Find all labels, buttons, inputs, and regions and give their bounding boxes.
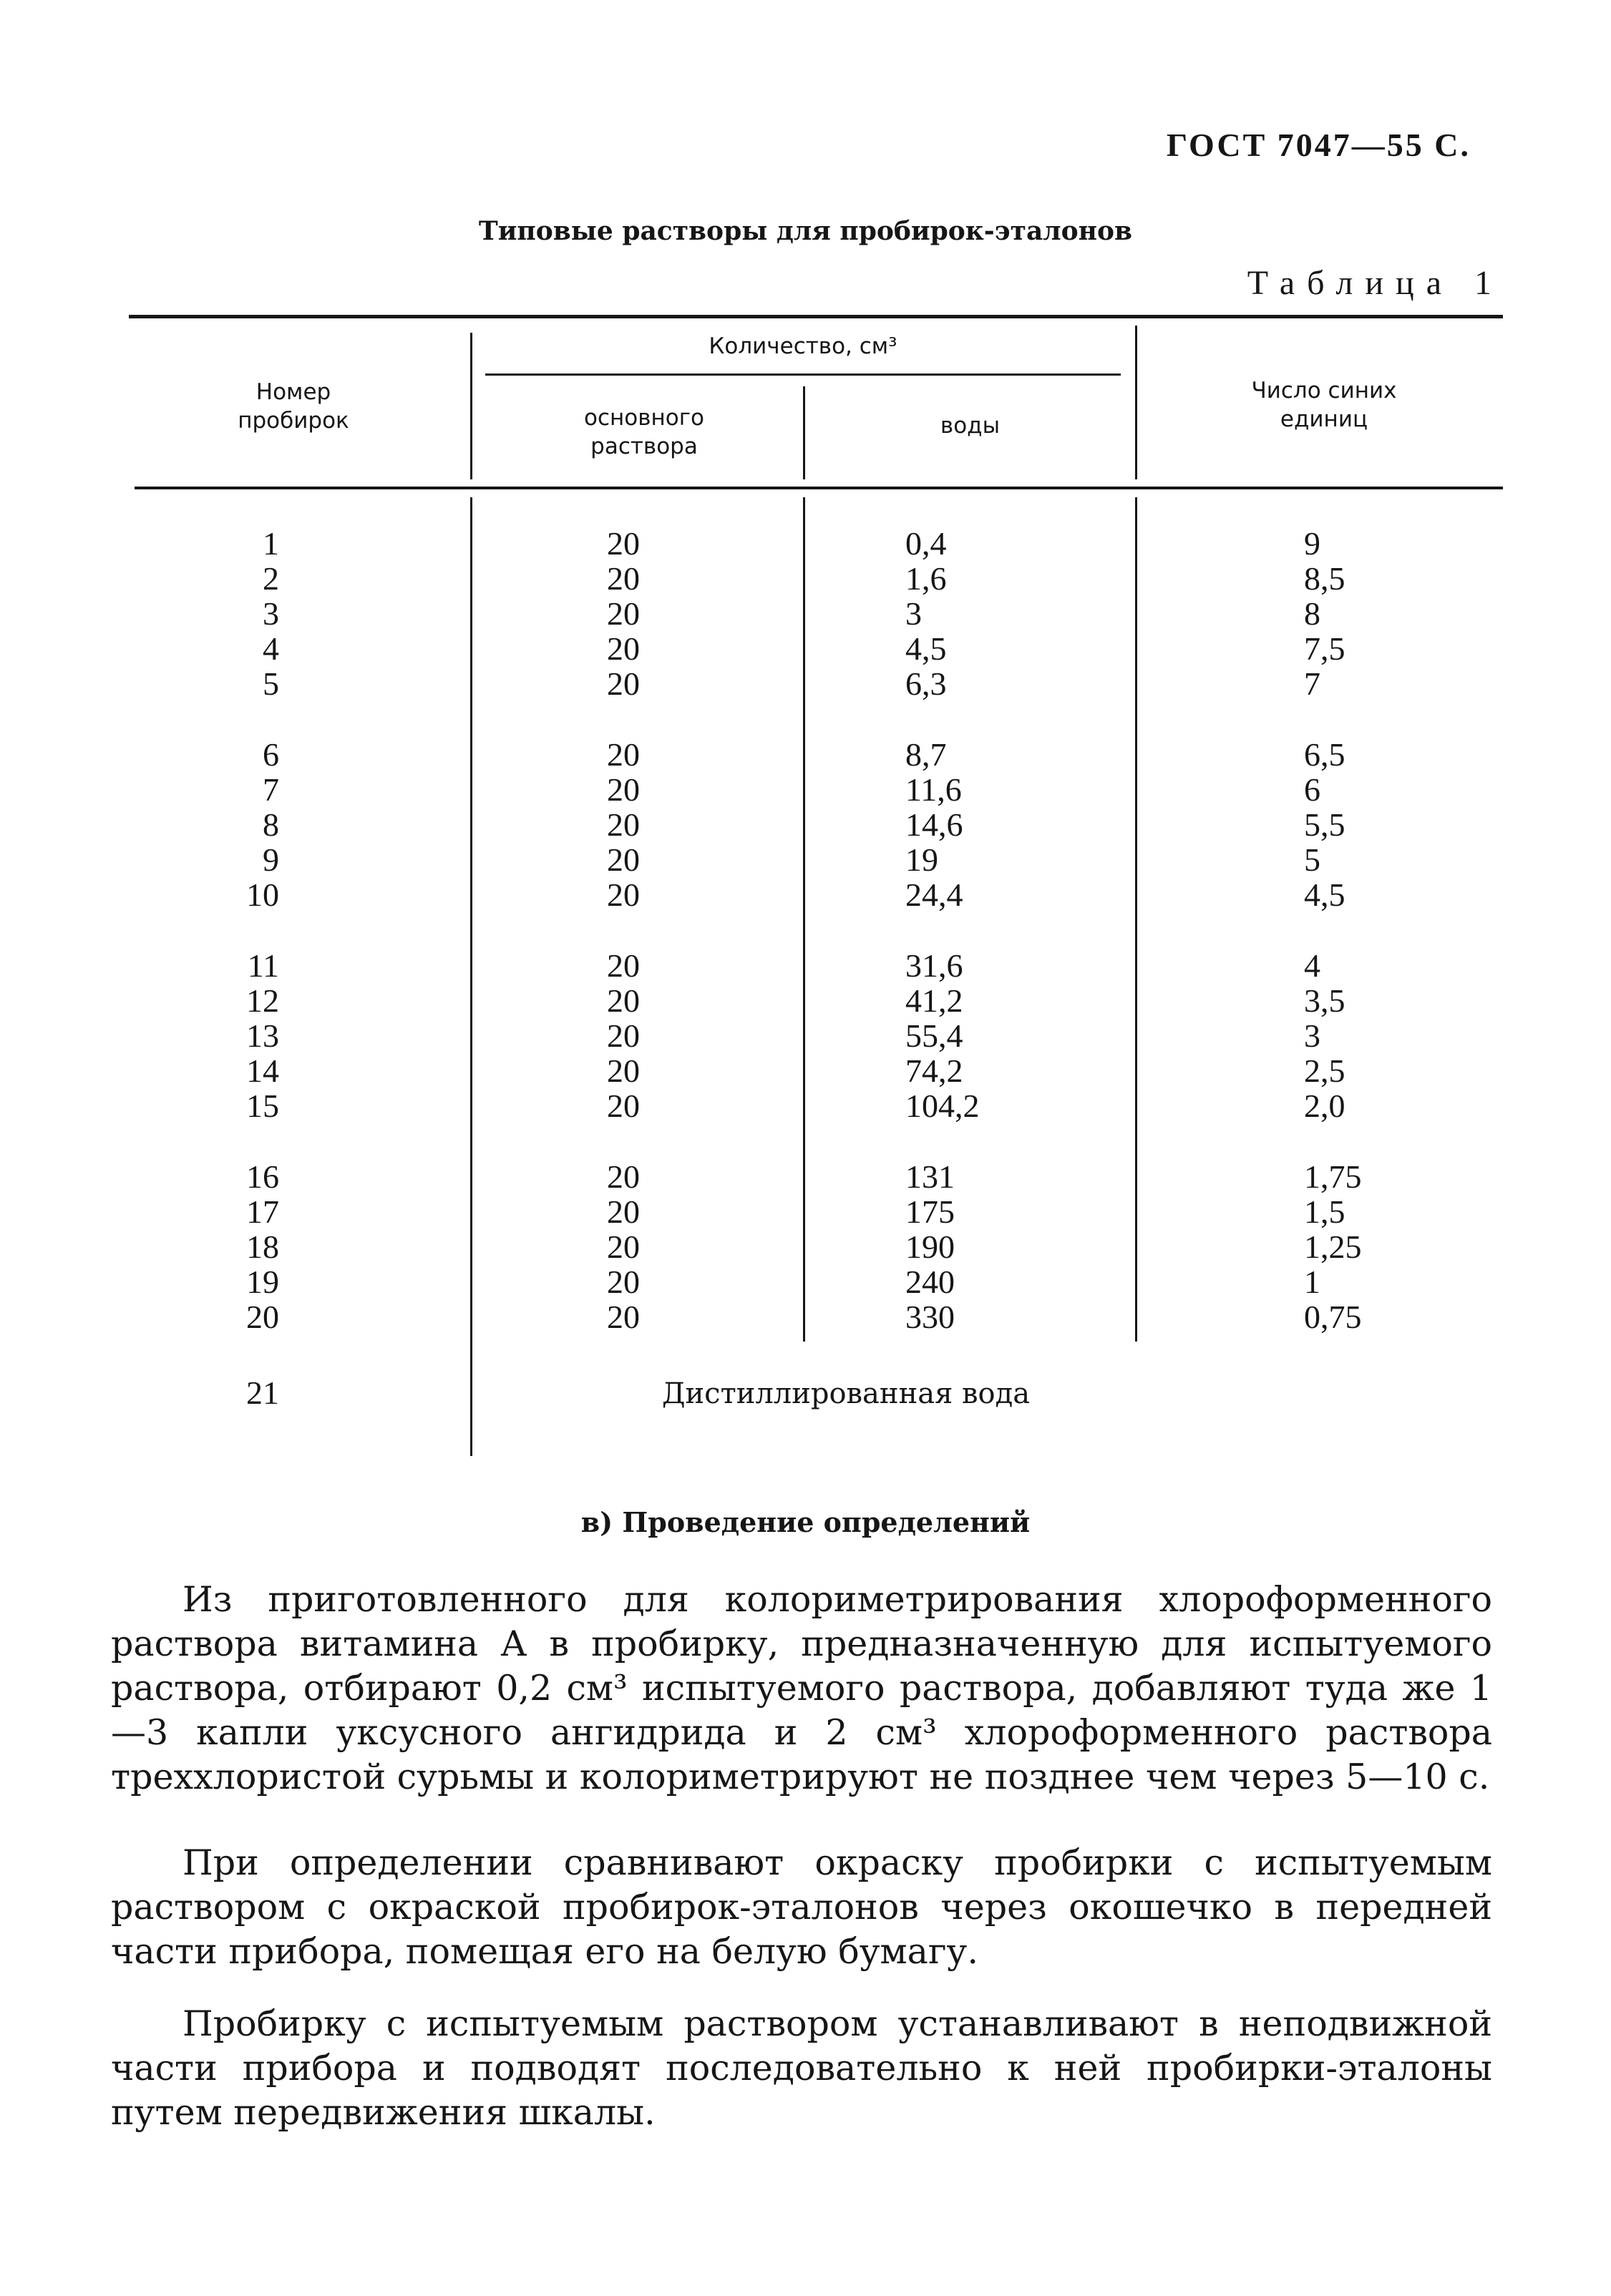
header-tube-number-line-2: пробирок <box>238 408 349 434</box>
table-cell-units: 2,0 <box>1304 1088 1345 1124</box>
header-tube-number <box>179 378 408 435</box>
table-cell-n: 1 <box>263 525 279 562</box>
table-cell-units: 0,75 <box>1304 1299 1362 1335</box>
table-cell-units: 5,5 <box>1304 806 1345 843</box>
table-cell-units: 1,5 <box>1304 1193 1345 1230</box>
table-cell-water: 31,6 <box>905 947 963 984</box>
column-line-1 <box>470 333 472 479</box>
table-cell-water: 24,4 <box>905 876 963 913</box>
table-cell-units: 7 <box>1304 665 1320 702</box>
table-cell-water: 41,2 <box>905 982 963 1019</box>
table-cell-n: 3 <box>263 595 279 632</box>
table-cell-units: 6,5 <box>1304 736 1345 773</box>
table-label: Таблица 1 <box>1247 264 1504 302</box>
table-cell-n: 2 <box>263 560 279 597</box>
column-line-3 <box>1135 326 1137 479</box>
table-cell-units: 4 <box>1304 947 1320 984</box>
section-heading: в) Проведение определений <box>580 1506 1031 1538</box>
table-cell-n: 15 <box>246 1088 279 1124</box>
table-cell-stock: 20 <box>607 630 640 667</box>
table-cell-n: 18 <box>246 1228 279 1265</box>
column-line-1b <box>470 497 472 1456</box>
table-cell-units: 5 <box>1304 841 1320 878</box>
table-cell-units: 9 <box>1304 525 1320 562</box>
header-stock-line-1: основного <box>583 405 704 431</box>
table-cell-stock: 20 <box>607 947 640 984</box>
table-cell-units: 3 <box>1304 1017 1320 1054</box>
table-cell-units: 1 <box>1304 1264 1320 1300</box>
paragraph-2: При определении сравнивают окраску пробирки с испытуемым раствором с окраской пробирок-эталонов через окошечко в передней части прибора, помещая его на белую бумагу. <box>111 1842 1492 1972</box>
table-cell-water: 1,6 <box>905 560 947 597</box>
table-cell-water: 55,4 <box>905 1017 963 1054</box>
table-cell-units: 2,5 <box>1304 1052 1345 1089</box>
document-header: ГОСТ 7047—55 С. <box>1166 127 1471 163</box>
header-blue-units-line-1: Число синих <box>1251 378 1397 404</box>
table-cell-units: 7,5 <box>1304 630 1345 667</box>
header-tube-number-line-1: Номер <box>255 379 331 405</box>
paragraph-3: Пробирку с испытуемым раствором устанавливают в неподвижной части прибора и подводят последовательно к ней пробирки-эталоны путем передвижения шкалы. <box>111 2003 1492 2133</box>
table-cell-n: 10 <box>246 876 279 913</box>
table-cell-water: 4,5 <box>905 630 947 667</box>
table-cell-n: 19 <box>246 1264 279 1300</box>
table-cell-stock: 20 <box>607 1264 640 1300</box>
table-cell-n: 5 <box>263 665 279 702</box>
paragraph-1: Из приготовленного для колориметрирования хлороформенного раствора витамина А в пробирку, предназначенную для испытуемого раствора, отбирают 0,2 см³ испытуемого раствора, добавляют туда же 1—3 капли уксусного ангидрида и 2 см³ хлороформенного раствора треххлористой сурьмы и колориметрируют не позднее чем через 5—10 с. <box>111 1579 1492 1797</box>
header-blue-units <box>1174 376 1474 434</box>
header-quantity: Количество, см³ <box>709 333 897 359</box>
table-cell-water: 104,2 <box>905 1088 980 1124</box>
table-cell-stock: 20 <box>607 595 640 632</box>
table-cell-water: 131 <box>905 1158 955 1195</box>
table-cell-n: 14 <box>246 1052 279 1089</box>
header-blue-units-line-2: единиц <box>1280 406 1368 432</box>
table-cell-water: 74,2 <box>905 1052 963 1089</box>
table-header-rule <box>135 487 1503 489</box>
table-cell-stock: 20 <box>607 1158 640 1195</box>
header-stock-line-2: раствора <box>590 434 698 459</box>
quantity-divider <box>485 373 1121 376</box>
header-water: воды <box>940 413 1001 439</box>
table-cell-water: 190 <box>905 1228 955 1265</box>
table-cell-n: 6 <box>263 736 279 773</box>
table-cell-stock: 20 <box>607 841 640 878</box>
table-cell-stock: 20 <box>607 560 640 597</box>
row-21-text: Дистиллированная вода <box>662 1377 1031 1410</box>
table-cell-n: 12 <box>246 982 279 1019</box>
table-cell-water: 6,3 <box>905 665 947 702</box>
table-cell-n: 7 <box>263 771 279 808</box>
table-cell-units: 8,5 <box>1304 560 1345 597</box>
table-cell-n: 8 <box>263 806 279 843</box>
table-cell-n: 17 <box>246 1193 279 1230</box>
table-cell-units: 6 <box>1304 771 1320 808</box>
table-cell-units: 1,75 <box>1304 1158 1362 1195</box>
table-cell-water: 175 <box>905 1193 955 1230</box>
table-cell-n: 4 <box>263 630 279 667</box>
table-cell-water: 14,6 <box>905 806 963 843</box>
table-cell-n: 11 <box>247 947 279 984</box>
table-cell-n: 13 <box>246 1017 279 1054</box>
table-cell-units: 1,25 <box>1304 1228 1362 1265</box>
table-top-rule <box>129 315 1503 318</box>
header-stock-solution <box>515 404 773 461</box>
table-cell-stock: 20 <box>607 1228 640 1265</box>
table-cell-stock: 20 <box>607 806 640 843</box>
table-cell-stock: 20 <box>607 1088 640 1124</box>
table-cell-water: 19 <box>905 841 938 878</box>
table-cell-units: 3,5 <box>1304 982 1345 1019</box>
table-cell-stock: 20 <box>607 525 640 562</box>
table-cell-units: 8 <box>1304 595 1320 632</box>
table-cell-water: 8,7 <box>905 736 947 773</box>
table-cell-stock: 20 <box>607 982 640 1019</box>
table-cell-water: 11,6 <box>905 771 962 808</box>
row-21-number: 21 <box>246 1374 279 1411</box>
table-cell-stock: 20 <box>607 1193 640 1230</box>
table-cell-water: 240 <box>905 1264 955 1300</box>
table-cell-water: 330 <box>905 1299 955 1335</box>
table-cell-stock: 20 <box>607 1052 640 1089</box>
table-cell-n: 16 <box>246 1158 279 1195</box>
table-cell-water: 3 <box>905 595 922 632</box>
table-cell-stock: 20 <box>607 1299 640 1335</box>
table-cell-water: 0,4 <box>905 525 947 562</box>
table-cell-stock: 20 <box>607 771 640 808</box>
table-cell-stock: 20 <box>607 665 640 702</box>
table-cell-stock: 20 <box>607 736 640 773</box>
table-cell-units: 4,5 <box>1304 876 1345 913</box>
table-cell-stock: 20 <box>607 876 640 913</box>
column-line-3b <box>1135 497 1137 1342</box>
table-cell-n: 9 <box>263 841 279 878</box>
table-cell-stock: 20 <box>607 1017 640 1054</box>
table-title: Типовые растворы для пробирок-эталонов <box>478 216 1133 246</box>
column-line-2b <box>803 497 805 1342</box>
table-cell-n: 20 <box>246 1299 279 1335</box>
